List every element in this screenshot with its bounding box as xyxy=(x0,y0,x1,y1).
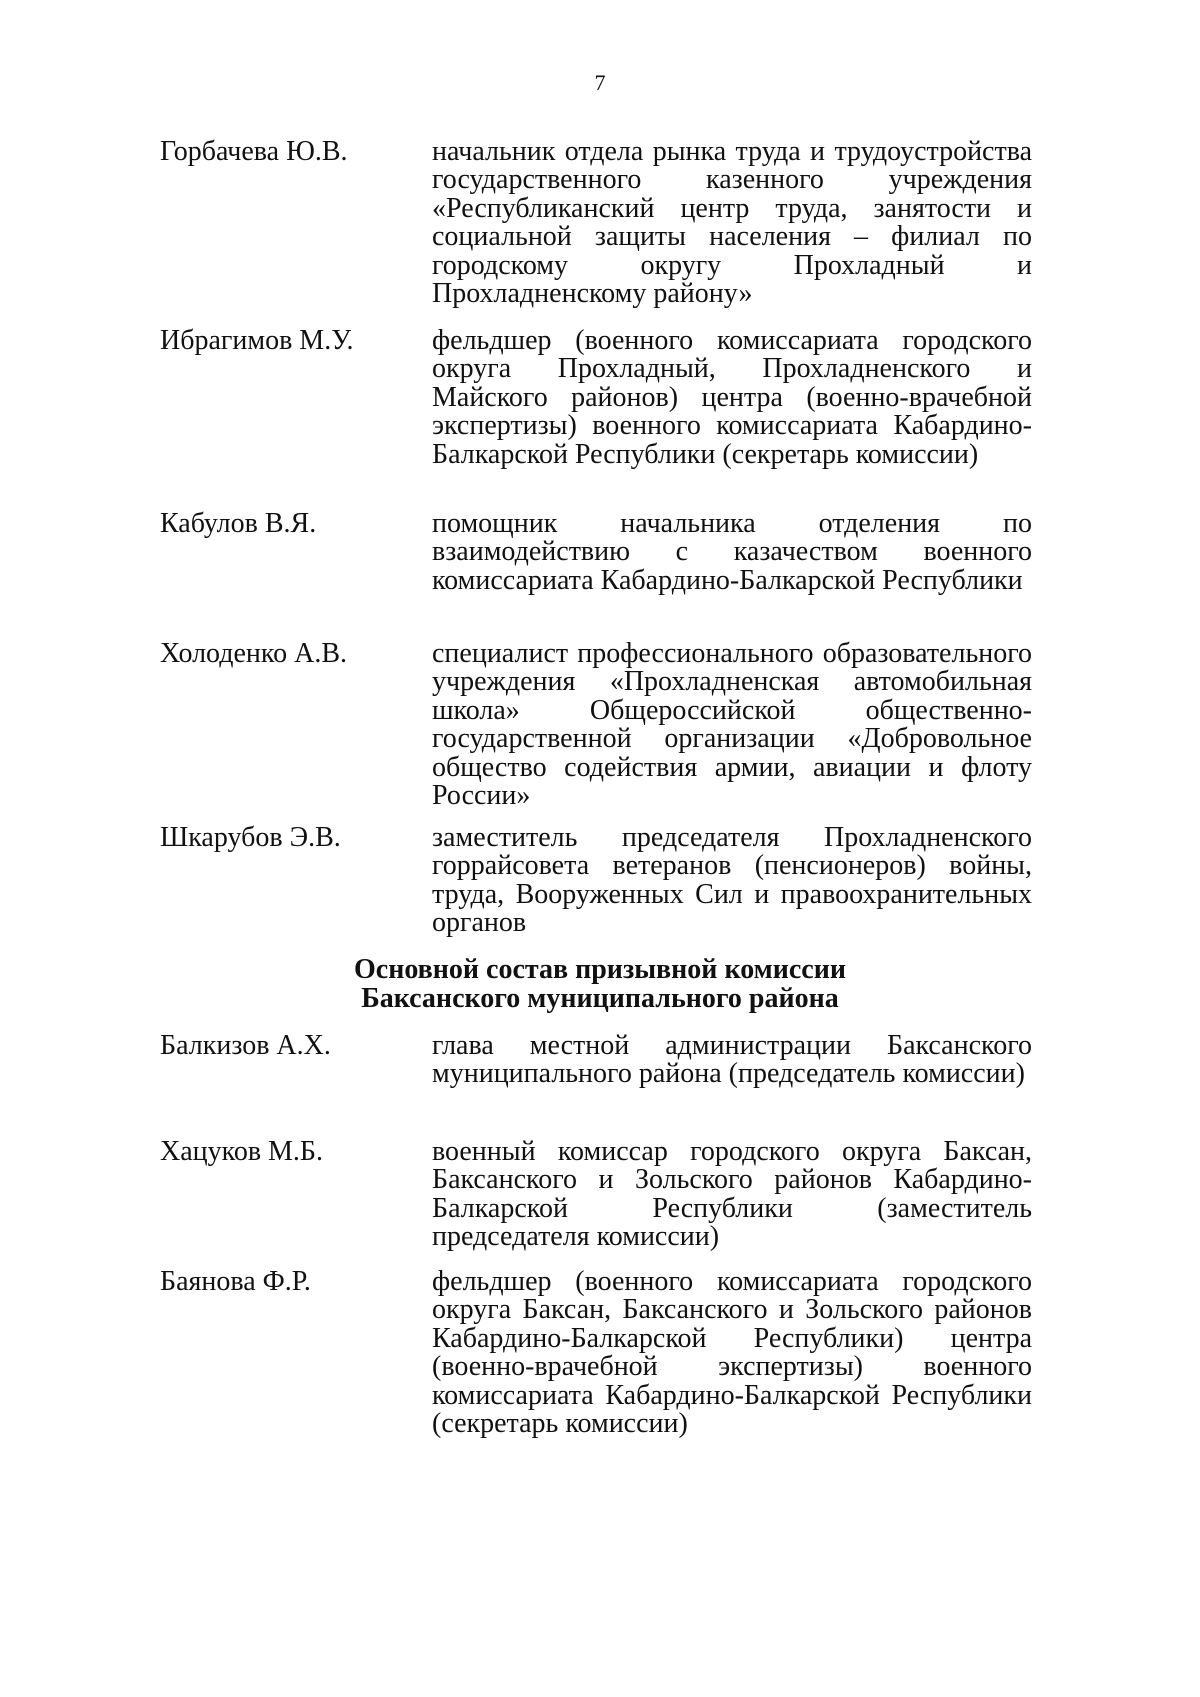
member-name: Хацуков М.Б. xyxy=(160,1136,324,1167)
member-name: Шкарубов Э.В. xyxy=(160,822,341,853)
member-name: Кабулов В.Я. xyxy=(160,508,317,539)
member-position: глава местной администрации Баксанского муниципального района (председатель комиссии) xyxy=(432,1030,1032,1090)
section-heading-line: Баксанского муниципального района xyxy=(361,983,839,1014)
member-position: фельдшер (военного комиссариата городского округа Прохладный, Прохладненского и Майского районов) центра (военно-врачебной экспертизы) военного комиссариата Кабардино-Балкарской Республики (секретарь комиссии) xyxy=(432,325,1032,470)
member-position: фельдшер (военного комиссариата городского округа Баксан, Баксанского и Зольского районов Кабардино-Балкарской Республики) центра (военно-врачебной экспертизы) военного комиссариата Кабардино-Балкарской Республики (секретарь комиссии) xyxy=(432,1266,1032,1440)
member-position: специалист профессионального образовательного учреждения «Прохладненская автомобильная школа» Общероссийской общественно-государственной организации «Добровольное общество содействия армии, авиации и флоту России» xyxy=(432,638,1032,812)
page-number: 7 xyxy=(594,70,606,95)
member-position: заместитель председателя Прохладненского горрайсовета ветеранов (пенсионеров) войны, труда, Вооруженных Сил и правоохранительных органов xyxy=(432,822,1032,939)
member-position: начальник отдела рынка труда и трудоустройства государственного казенного учреждения «Республиканский центр труда, занятости и социальной защиты населения – филиал по городскому округу Прохладный и Прохладненскому району» xyxy=(432,136,1032,310)
member-position: помощник начальника отделения по взаимодействию с казачеством военного комиссариата Кабардино-Балкарской Республики xyxy=(432,508,1032,596)
member-name: Баянова Ф.Р. xyxy=(160,1266,311,1297)
section-heading xyxy=(0,955,1200,1013)
section-heading-line: Основной состав призывной комиссии xyxy=(354,954,846,985)
member-position: военный комиссар городского округа Баксан, Баксанского и Зольского районов Кабардино-Балкарской Республики (заместитель председателя комиссии) xyxy=(432,1136,1032,1253)
member-name: Горбачева Ю.В. xyxy=(160,136,348,167)
member-name: Балкизов А.Х. xyxy=(160,1030,331,1061)
member-name: Ибрагимов М.У. xyxy=(160,325,354,356)
member-name: Холоденко А.В. xyxy=(160,638,347,669)
